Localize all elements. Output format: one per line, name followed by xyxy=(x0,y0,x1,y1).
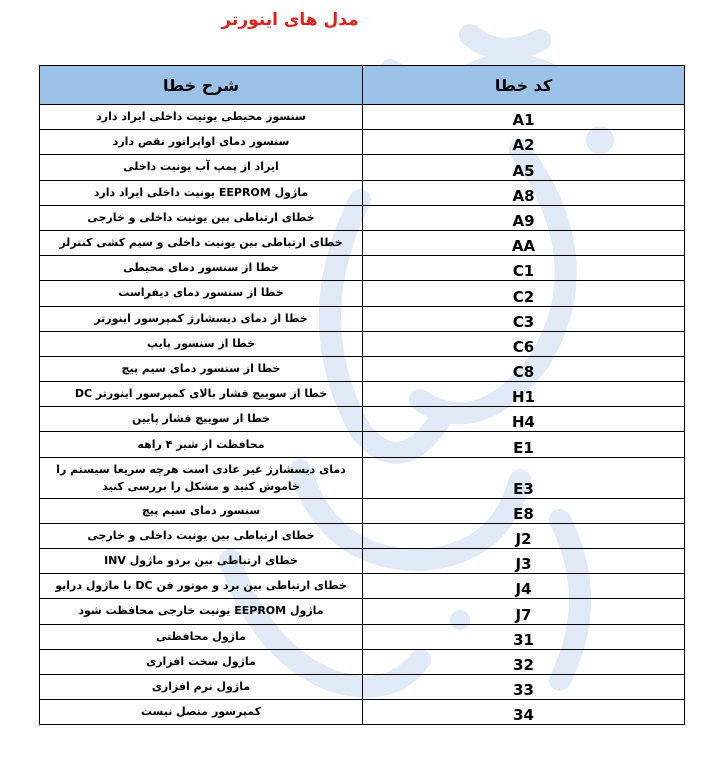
table-row xyxy=(40,382,685,407)
error-code: A9 xyxy=(363,205,685,230)
error-code: H1 xyxy=(363,382,685,407)
table-row xyxy=(40,205,685,230)
error-description: خطا از سنسور دمای سیم پیچ xyxy=(40,356,363,381)
error-description: خطا از سنسور پایپ xyxy=(40,331,363,356)
error-description: خطا از سنسور دمای دیفراست xyxy=(40,281,363,306)
table-row xyxy=(40,130,685,155)
error-code: A1 xyxy=(363,105,685,130)
error-code: H4 xyxy=(363,407,685,432)
error-description: خطای ارتباطی بین یونیت داخلی و سیم کشی کنترلر xyxy=(40,230,363,255)
error-description: خطای ارتباطی بین یونیت داخلی و خارجی xyxy=(40,523,363,548)
table-row xyxy=(40,574,685,599)
table-row xyxy=(40,356,685,381)
error-code: A8 xyxy=(363,180,685,205)
error-code: C3 xyxy=(363,306,685,331)
page-title: مدل های اینورتر xyxy=(221,10,359,30)
table-row xyxy=(40,498,685,523)
error-description: خطای ارتباطی بین بردو ماژول INV xyxy=(40,549,363,574)
error-description: سنسور دمای اواپراتور نقص دارد xyxy=(40,130,363,155)
error-description: سنسور محیطی یونیت داخلی ایراد دارد xyxy=(40,105,363,130)
error-code: 31 xyxy=(363,624,685,649)
error-code: C1 xyxy=(363,256,685,281)
error-code: E1 xyxy=(363,432,685,457)
table-row xyxy=(40,105,685,130)
error-code: J7 xyxy=(363,599,685,624)
error-code: 34 xyxy=(363,700,685,725)
error-description: کمپرسور متصل نیست xyxy=(40,700,363,725)
error-description: ماژول محافظتی xyxy=(40,624,363,649)
error-description: سنسور دمای سیم پیچ xyxy=(40,498,363,523)
error-description: محافظت از شیر ۴ راهه xyxy=(40,432,363,457)
table-row xyxy=(40,700,685,725)
table-header-row xyxy=(40,66,685,105)
header-description: شرح خطا xyxy=(40,66,363,105)
error-description: ماژول EEPROM یونیت خارجی محافظت شود xyxy=(40,599,363,624)
error-description: ماژول سخت افزاری xyxy=(40,649,363,674)
table-row xyxy=(40,230,685,255)
table-row xyxy=(40,407,685,432)
error-description: ایراد از پمپ آب یونیت داخلی xyxy=(40,155,363,180)
table-row xyxy=(40,624,685,649)
error-code: E8 xyxy=(363,498,685,523)
error-code: E3 xyxy=(363,457,685,498)
table-row xyxy=(40,281,685,306)
error-description: خطا از سوییچ فشار پایین xyxy=(40,407,363,432)
error-description: خطای ارتباطی بین برد و موتور فن DC با ماژول درایو xyxy=(40,574,363,599)
error-description: دمای دیسشارژ غیر عادی است هرچه سریعا سیستم را خاموش کنید و مشکل را بررسی کنید xyxy=(40,457,363,498)
error-code: AA xyxy=(363,230,685,255)
error-description: خطا از دمای دیسشارژ کمپرسور اینورتر xyxy=(40,306,363,331)
error-code: J4 xyxy=(363,574,685,599)
table-row xyxy=(40,331,685,356)
header-code: کد خطا xyxy=(363,66,685,105)
error-code: A5 xyxy=(363,155,685,180)
error-code: 32 xyxy=(363,649,685,674)
error-code: C6 xyxy=(363,331,685,356)
table-row xyxy=(40,155,685,180)
error-description: ماژول نرم افزاری xyxy=(40,674,363,699)
error-description: خطا از سوییچ فشار بالای کمپرسور اینورتر DC xyxy=(40,382,363,407)
table-row xyxy=(40,649,685,674)
error-code: C8 xyxy=(363,356,685,381)
table-row xyxy=(40,599,685,624)
table-row xyxy=(40,674,685,699)
error-description: خطا از سنسور دمای محیطی xyxy=(40,256,363,281)
error-code: 33 xyxy=(363,674,685,699)
error-code: J3 xyxy=(363,549,685,574)
table-row xyxy=(40,180,685,205)
error-code: J2 xyxy=(363,523,685,548)
error-description: ماژول EEPROM یونیت داخلی ایراد دارد xyxy=(40,180,363,205)
error-code-table xyxy=(39,65,685,725)
table-row xyxy=(40,306,685,331)
table-row xyxy=(40,256,685,281)
table-row xyxy=(40,549,685,574)
error-code: A2 xyxy=(363,130,685,155)
table-row xyxy=(40,457,685,498)
error-code: C2 xyxy=(363,281,685,306)
error-description: خطای ارتباطی بین یونیت داخلی و خارجی xyxy=(40,205,363,230)
table-row xyxy=(40,523,685,548)
table-row xyxy=(40,432,685,457)
